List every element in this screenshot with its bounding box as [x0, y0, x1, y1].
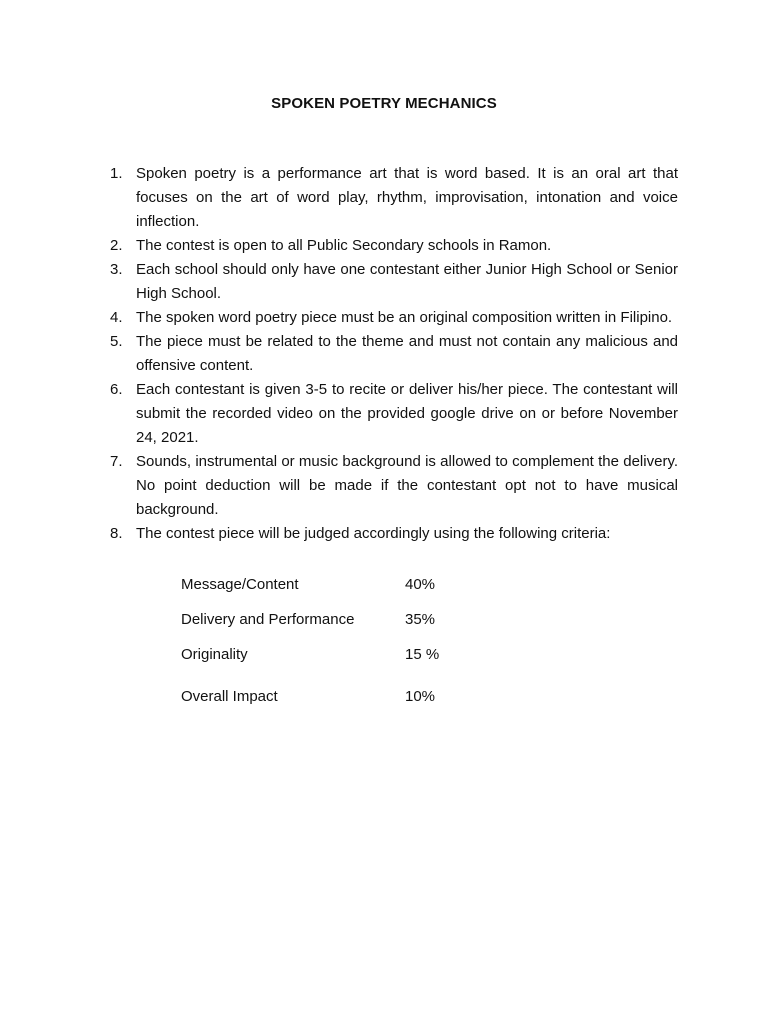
rule-item-4 — [110, 306, 678, 330]
criteria-name: Overall Impact — [181, 688, 278, 705]
criteria-weight: 35% — [405, 611, 436, 628]
rule-number: 5. — [110, 333, 123, 350]
rule-number: 1. — [110, 165, 123, 182]
criteria-name: Originality — [181, 646, 248, 663]
criteria-row — [181, 688, 481, 712]
rule-item-8 — [110, 522, 678, 546]
rule-item-1 — [110, 162, 678, 234]
criteria-weight: 10% — [405, 688, 436, 705]
rule-text: The spoken word poetry piece must be an original composition written in Filipino. — [136, 309, 673, 326]
rule-text: The contest is open to all Public Secondary schools in Ramon. — [136, 237, 552, 254]
criteria-name: Delivery and Performance — [181, 611, 355, 628]
rule-item-2 — [110, 234, 678, 258]
criteria-row — [181, 646, 481, 670]
rule-number: 3. — [110, 261, 123, 278]
rule-item-3 — [110, 258, 678, 306]
criteria-name: Message/Content — [181, 576, 299, 593]
document-title: SPOKEN POETRY MECHANICS — [271, 95, 497, 112]
rule-text: Each contestant is given 3-5 to recite or deliver his/her piece. The contestant will submit the recorded video on the provided google drive on or before November 24, 2021. — [136, 381, 678, 446]
rule-text: Each school should only have one contestant either Junior High School or Senior High School. — [136, 261, 678, 302]
rule-text: The contest piece will be judged accordingly using the following criteria: — [136, 525, 611, 542]
rule-number: 7. — [110, 453, 123, 470]
rule-number: 8. — [110, 525, 123, 542]
rule-text: The piece must be related to the theme and must not contain any malicious and offensive content. — [136, 333, 678, 374]
rule-item-6 — [110, 378, 678, 450]
rule-number: 6. — [110, 381, 123, 398]
criteria-weight: 15 % — [405, 646, 440, 663]
rule-number: 2. — [110, 237, 123, 254]
rule-text: Sounds, instrumental or music background is allowed to complement the delivery. No point deduction will be made if the contestant opt not to have musical background. — [136, 453, 678, 518]
rule-item-5 — [110, 330, 678, 378]
criteria-row — [181, 611, 481, 635]
criteria-weight: 40% — [405, 576, 436, 593]
rule-text: Spoken poetry is a performance art that is word based. It is an oral art that focuses on the art of word play, rhythm, improvisation, intonation and voice inflection. — [136, 165, 678, 230]
criteria-row — [181, 576, 481, 600]
rules-list — [110, 162, 678, 546]
rule-item-7 — [110, 450, 678, 522]
rule-number: 4. — [110, 309, 123, 326]
